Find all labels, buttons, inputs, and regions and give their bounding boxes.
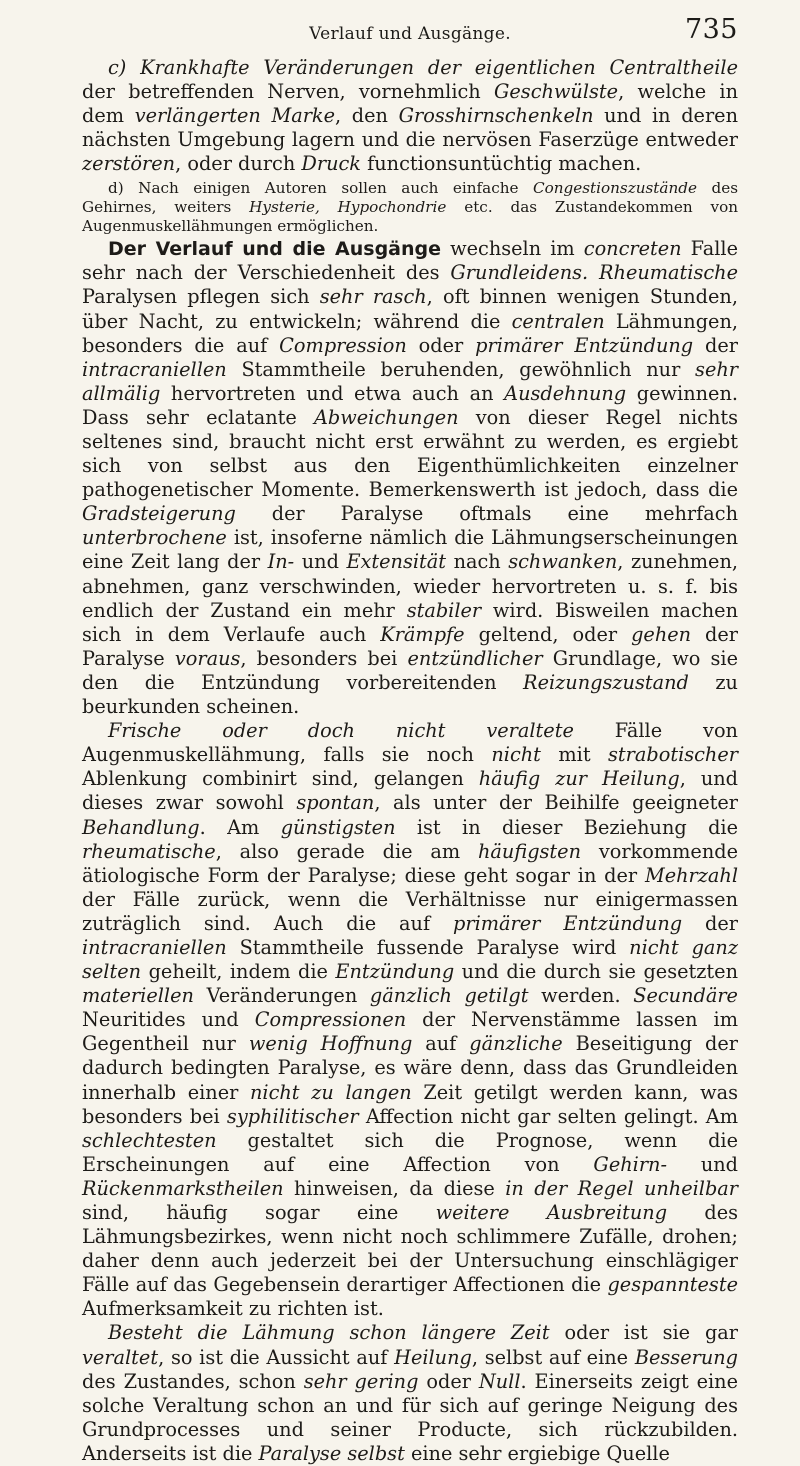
emphasis-text: Behandlung (82, 815, 200, 839)
text-run: der (693, 333, 738, 357)
text-run: oder ist sie gar (549, 1321, 738, 1345)
text-run: des Lähmungsbezirkes, wenn nicht noch schlimmere Zufälle, drohen; daher denn auch jederzeit bei der Untersuchung einschlägiger Fälle auf das Gegebensein derartiger Affectionen die (82, 1201, 738, 1297)
text-run: Zeit getilgt werden kann, was besonders bei (82, 1080, 738, 1128)
text-run: vorkommende ätiologische Form der Paralyse; diese geht sogar in der (82, 839, 738, 887)
text-run: mit (540, 743, 609, 767)
emphasis-text: Krämpfe (380, 622, 465, 646)
emphasis-text: Geschwülste (493, 80, 619, 104)
text-run: , also gerade die am (215, 839, 478, 863)
emphasis-text: entzündlicher (407, 646, 543, 670)
paragraph (82, 1321, 738, 1466)
text-run: Neuritides und (82, 1008, 255, 1032)
text-run: Stammtheile fussende Paralyse wird (226, 935, 630, 959)
text-run: auf (412, 1032, 470, 1056)
emphasis-text: Extensität (346, 550, 447, 574)
emphasis-text: Congestionszustände (533, 179, 697, 198)
emphasis-text: nicht (491, 743, 541, 767)
text-run: Veränderungen (193, 984, 370, 1008)
emphasis-text: Grosshirnschenkeln (398, 104, 594, 128)
text-run: , selbst auf eine (471, 1345, 635, 1369)
text-run: , oder durch (175, 152, 302, 176)
page-header (82, 14, 738, 48)
text-run: der Paralyse (82, 622, 739, 670)
emphasis-text: Hysterie, Hypochondrie (249, 198, 447, 217)
emphasis-text: primärer Entzündung (475, 333, 694, 357)
text-run: geltend, oder (464, 622, 632, 646)
emphasis-text: verlängerten Marke (134, 104, 336, 128)
emphasis-text: primärer Entzündung (453, 911, 683, 935)
emphasis-text: Reizungszustand (523, 670, 689, 694)
emphasis-text: Grundleidens. Rheumatische (450, 261, 738, 285)
text-run: , so ist die Aussicht auf (158, 1345, 395, 1369)
body-text (82, 56, 738, 1466)
emphasis-text: schwanken (508, 550, 618, 574)
emphasis-text: Entzündung (335, 960, 455, 984)
text-run: , zunehmen, abnehmen, ganz verschwinden, wieder hervortreten u. s. f. bis endlich der Zustand ein mehr (82, 550, 739, 622)
text-run: geheilt, indem die (141, 960, 336, 984)
emphasis-text: zerstören (82, 152, 176, 176)
text-run: von dieser Regel nichts seltenes sind, braucht nicht erst erwähnt zu werden, es ergiebt sich von selbst aus den Eigenthümlichkeiten einzelner pathogenetischer Momente. Bemerkenswerth ist jedoch, dass die (82, 405, 739, 502)
emphasis-text: weitere Ausbreitung (435, 1201, 668, 1224)
emphasis-text: strabotischer (608, 743, 738, 767)
emphasis-text: Paralyse selbst (258, 1441, 405, 1465)
emphasis-text: gänzlich getilgt (369, 984, 529, 1008)
text-run: Aufmerksamkeit zu richten ist. (82, 1297, 384, 1321)
text-run: eine sehr ergiebige Quelle (404, 1441, 670, 1465)
text-run: functionsuntüchtig machen. (360, 152, 642, 176)
emphasis-text: Frische oder doch nicht veraltete (108, 719, 574, 743)
emphasis-text: häufigsten (478, 839, 582, 863)
text-run: Falle sehr nach der Verschiedenheit des (82, 237, 738, 285)
text-run: der Nervenstämme lassen im Gegentheil nur (82, 1008, 738, 1056)
emphasis-text: voraus (174, 646, 241, 670)
text-run: , welche in dem (82, 80, 738, 128)
emphasis-text: nicht zu langen (250, 1080, 412, 1104)
text-run: gewinnen. Dass sehr eclatante (82, 381, 738, 429)
text-run: d) Nach einigen Autoren sollen auch einfache (108, 179, 533, 198)
text-run: , den (335, 104, 399, 128)
text-run: , besonders bei (240, 646, 408, 670)
emphasis-text: Gehirn- (593, 1152, 667, 1176)
paragraph (82, 56, 738, 176)
emphasis-text: Besserung (634, 1345, 739, 1369)
text-run: und (294, 550, 347, 574)
text-run: . Am (199, 815, 281, 839)
text-run: gestaltet sich die Prognose, wenn die Erscheinungen auf eine Affection von (82, 1128, 738, 1176)
text-run: der (682, 911, 738, 935)
emphasis-text: häufig zur Heilung (478, 767, 680, 791)
emphasis-text: veraltet (82, 1345, 159, 1369)
text-run: und (666, 1152, 739, 1176)
emphasis-text: Mehrzahl (644, 863, 738, 887)
text-run: und die durch sie gesetzten (454, 960, 738, 984)
emphasis-text: Rückenmarkstheilen (82, 1176, 284, 1200)
emphasis-text: sehr rasch (319, 285, 427, 309)
text-run: hinweisen, da diese (283, 1176, 506, 1200)
emphasis-text: Secundäre (633, 984, 738, 1008)
text-run: Stammtheile beruhenden, gewöhnlich nur (226, 357, 696, 381)
emphasis-text: Ausdehnung (504, 381, 627, 405)
text-run: Beseitigung der dadurch bedingten Paralyse, es wäre denn, dass das Grundleiden innerhalb einer (82, 1032, 738, 1104)
emphasis-text: nicht ganz selten (82, 935, 738, 984)
text-run: hervortreten und etwa auch an (160, 381, 505, 405)
emphasis-text: gehen (631, 622, 692, 646)
text-run: werden. (528, 984, 634, 1008)
paragraph (82, 237, 738, 719)
emphasis-text: gänzliche (469, 1032, 563, 1056)
emphasis-text: Besteht die Lähmung schon längere Zeit (108, 1321, 550, 1345)
text-run: wechseln im (441, 237, 584, 261)
text-run: nach (446, 550, 509, 574)
emphasis-text: gespannteste (607, 1273, 738, 1297)
text-run: Lähmungen, besonders die auf (82, 309, 738, 357)
emphasis-text: Gradsteigerung (82, 502, 236, 526)
emphasis-text: concreten (583, 237, 682, 261)
emphasis-text: In- (267, 550, 295, 574)
text-run: und in deren nächsten Umgebung lagern und die nervösen Faserzüge entweder (82, 104, 738, 152)
text-run: der Fälle zurück, wenn die Verhältnisse nur einigermassen zuträglich sind. Auch die auf (82, 887, 738, 935)
text-run: Ablenkung combinirt sind, gelangen (82, 767, 479, 791)
emphasis-text: unterbrochene (82, 526, 227, 550)
text-run: des Gehirnes, weiters (82, 179, 738, 217)
emphasis-text: schlechtesten (82, 1128, 217, 1152)
emphasis-text: sehr allmälig (82, 357, 738, 405)
text-run: der betreffenden Nerven, vornehmlich (82, 80, 494, 104)
emphasis-text: Heilung (394, 1345, 472, 1369)
emphasis-text: materiellen (82, 984, 194, 1008)
section-lead: Der Verlauf und die Ausgänge (108, 238, 442, 261)
text-run: etc. das Zustandekommen von Augenmuskellähmungen ermöglichen. (82, 198, 738, 235)
text-run: zu beurkunden scheinen. (82, 670, 738, 719)
paragraph (82, 719, 738, 1321)
emphasis-text: günstigsten (280, 815, 396, 839)
text-run: ist in dieser Beziehung die (395, 815, 738, 839)
emphasis-text: sehr gering (303, 1369, 419, 1393)
emphasis-text: stabiler (406, 598, 482, 622)
emphasis-text: rheumatische (82, 839, 216, 863)
text-run: . Einerseits zeigt eine solche Veraltung schon an und für sich auf geringe Neigung des Grundprocesses und seiner Producte, sich rückzubilden. Anderseits ist die (82, 1369, 739, 1465)
emphasis-text: in der Regel unheilbar (505, 1176, 738, 1200)
text-run: , oft binnen wenigen Stunden, über Nacht, zu entwickeln; während die (82, 285, 738, 333)
text-run: , als unter der Beihilfe geeigneter (374, 791, 738, 815)
emphasis-text: centralen (511, 309, 605, 333)
emphasis-text: intracraniellen (82, 935, 227, 959)
text-run: wird. Bisweilen machen sich in dem Verlaufe auch (82, 598, 738, 646)
emphasis-text: spontan (296, 791, 375, 815)
text-run: , und dieses zwar sowohl (82, 767, 738, 815)
book-page (82, 14, 738, 1466)
text-run: der Paralyse oftmals eine mehrfach (235, 502, 738, 526)
text-run: sind, häufig sogar eine (82, 1201, 436, 1224)
text-run: Paralysen pflegen sich (82, 285, 320, 309)
emphasis-text: intracraniellen (82, 357, 227, 381)
paragraph (82, 179, 738, 235)
emphasis-text: Compression (279, 333, 407, 357)
text-run: Affection nicht gar selten gelingt. Am (358, 1104, 739, 1128)
text-run: des Zustandes, schon (82, 1369, 304, 1393)
text-run: oder (418, 1369, 479, 1393)
emphasis-text: Abweichungen (313, 405, 459, 429)
text-run: oder (406, 333, 476, 357)
emphasis-text: Druck (301, 152, 361, 176)
text-run: Fälle von Augenmuskellähmung, falls sie noch (82, 719, 738, 767)
emphasis-text: c) Krankhafte Veränderungen der eigentlichen Centraltheile (108, 56, 738, 79)
emphasis-text: wenig Hoffnung (248, 1032, 413, 1056)
text-run: Grundlage, wo sie den die Entzündung vorbereitenden (82, 646, 738, 694)
emphasis-text: syphilitischer (226, 1104, 359, 1128)
running-title: Verlauf und Ausgänge. (309, 24, 511, 44)
page-number: 735 (684, 14, 738, 45)
emphasis-text: Compressionen (254, 1008, 407, 1032)
emphasis-text: Null (478, 1369, 521, 1393)
text-run: ist, insoferne nämlich die Lähmungserscheinungen eine Zeit lang der (82, 526, 738, 574)
